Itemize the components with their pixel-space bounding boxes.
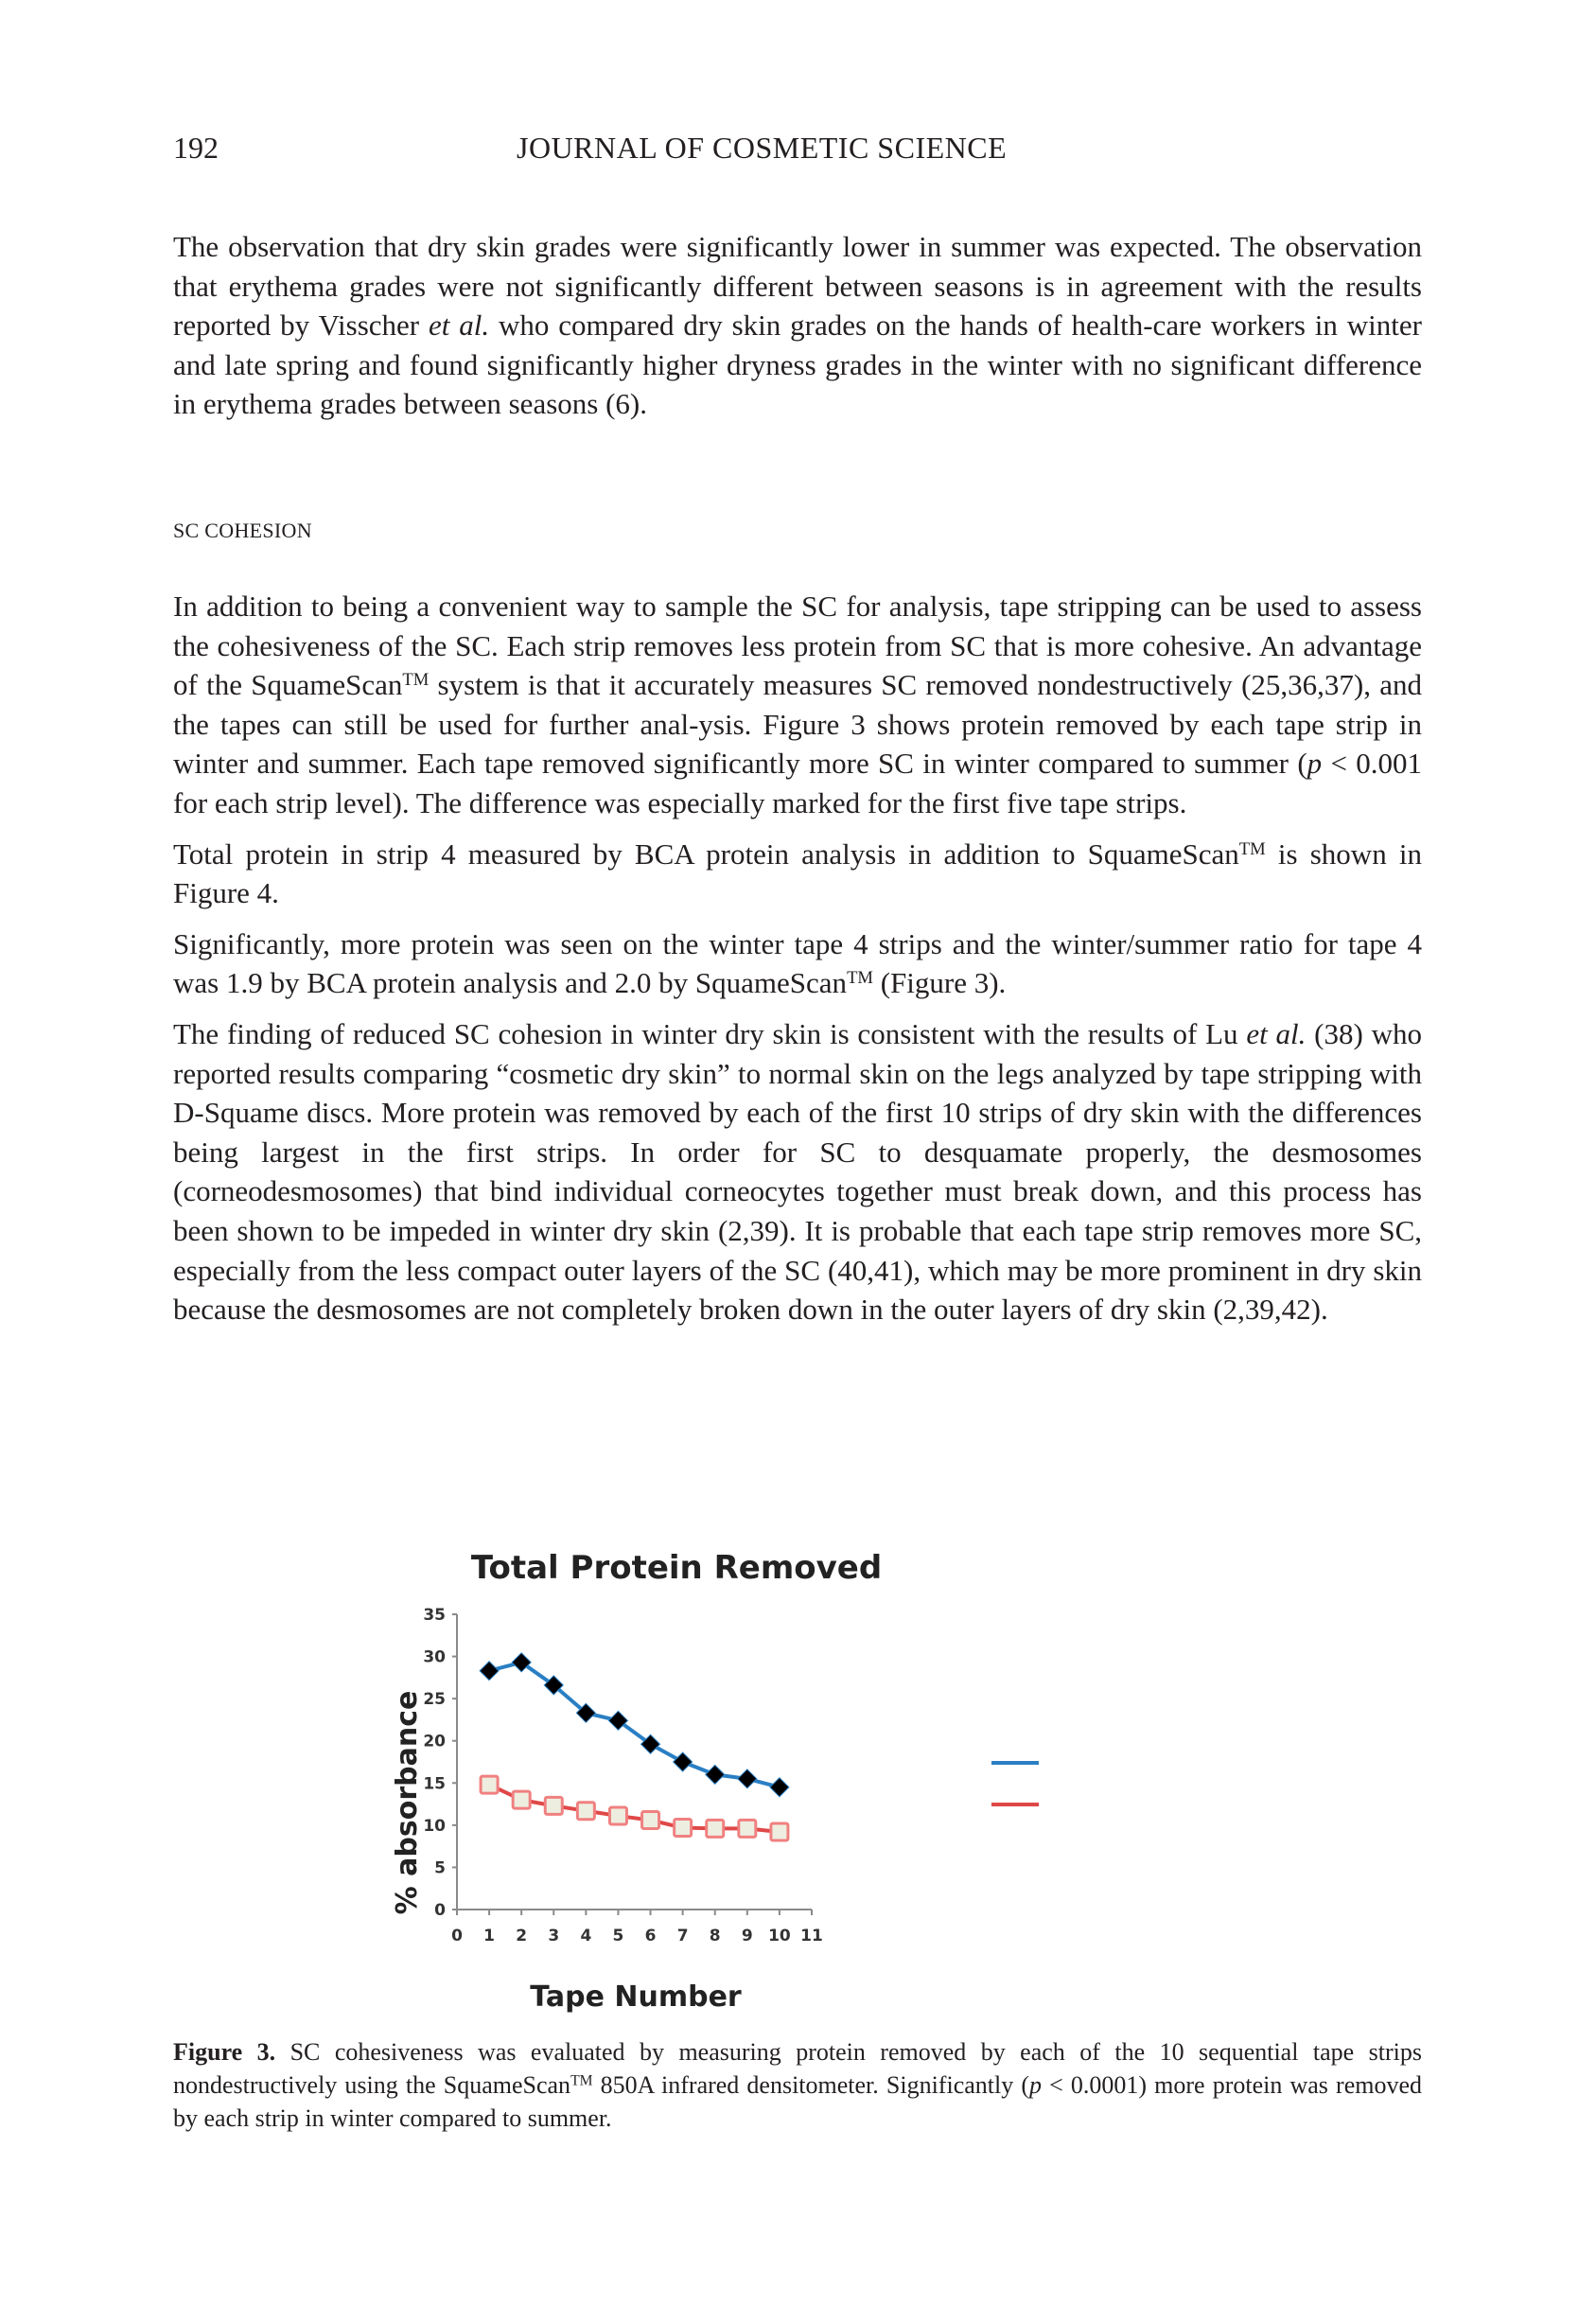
- series-layer: [480, 1653, 789, 1840]
- y-tick-label: 35: [423, 1606, 446, 1625]
- x-tick-label: 4: [580, 1927, 592, 1945]
- italic-run: et al.: [428, 308, 490, 343]
- x-tick-label: 8: [709, 1927, 721, 1945]
- chart-title: Total Protein Removed: [470, 1552, 883, 1587]
- data-point-diamond: [738, 1769, 757, 1788]
- x-tick-label: 7: [676, 1927, 689, 1945]
- paragraph-2: [173, 835, 1422, 913]
- data-point-square: [481, 1776, 498, 1793]
- summer-line: [489, 1785, 780, 1832]
- data-point-diamond: [674, 1752, 693, 1771]
- y-tick-label: 5: [434, 1858, 446, 1878]
- y-tick-label: 15: [423, 1774, 446, 1794]
- text-run: 850A infrared densitometer. Significantly (: [592, 2071, 1029, 2099]
- page-number: 192: [173, 131, 219, 165]
- x-tick-label: 1: [483, 1927, 496, 1945]
- x-tick-label: 3: [548, 1927, 560, 1945]
- data-point-square: [707, 1820, 724, 1837]
- text-run: (38) who reported results comparing “cosmetic dry skin” to normal skin on the legs analyzed by tape stripping with D-Squame discs. More protein was removed by each of the first 10 strips of dry skin with the differences being largest in the first strips. In order for SC to desquamate properly, the desmosomes (corneodesmosomes) that bind individual corneocytes together must break down, and this process has been shown to be impeded in winter dry skin (2,39). It is probable that each tape strip removes more SC, especially from the less compact outer layers of the SC (40,41), which may be more prominent in dry skin because the desmosomes are not completely broken down in the outer layers of dry skin (2,39,42).: [173, 1016, 1422, 1327]
- trademark: TM: [1238, 838, 1266, 859]
- intro-paragraph: [173, 227, 1422, 424]
- x-tick-label: 5: [612, 1927, 624, 1945]
- paragraph-4: [173, 1014, 1422, 1329]
- legend: [991, 1763, 1039, 1804]
- data-point-square: [545, 1797, 562, 1814]
- intro-paragraph-block: [173, 227, 1422, 435]
- x-tick-label: 6: [644, 1927, 657, 1945]
- journal-title: JOURNAL OF COSMETIC SCIENCE: [517, 131, 1008, 165]
- trademark: TM: [570, 2072, 593, 2089]
- text-run: system is that it accurately measures SC removed nondestructively (25,36,37), and the tapes can still be used for further anal-ysis. Figure 3 shows protein removed by each tape strip in winter and summer. Each tape removed significantly more SC in winter compared to summer (: [173, 668, 1422, 781]
- data-point-square: [577, 1803, 594, 1820]
- x-axis-label: Tape Number: [530, 1980, 742, 2014]
- data-point-square: [609, 1807, 626, 1824]
- y-tick-label: 30: [423, 1647, 446, 1667]
- text-run: The finding of reduced SC cohesion in winter dry skin is consistent with the results of Lu: [173, 1016, 1247, 1050]
- figure-caption: [173, 2035, 1422, 2135]
- italic-run: p: [1029, 2071, 1042, 2099]
- data-point-diamond: [480, 1662, 499, 1681]
- section-heading: SC COHESION: [173, 519, 312, 542]
- x-tick-label: 2: [516, 1927, 528, 1945]
- data-point-square: [642, 1812, 659, 1829]
- data-point-square: [675, 1820, 692, 1837]
- data-point-square: [513, 1791, 530, 1808]
- figure-label: Figure 3.: [173, 2038, 276, 2066]
- text-run: SC cohesiveness was evaluated by measuring protein removed by each of the 10 sequential tape strips nondestructively using the SquameScan: [173, 2038, 1422, 2099]
- text-run: Significantly, more protein was seen on the winter tape 4 strips and the winter/summer ratio for tape 4 was 1.9 by BCA protein analysis and 2.0 by SquameScan: [173, 926, 1422, 1000]
- data-point-square: [739, 1820, 756, 1837]
- data-point-diamond: [770, 1778, 789, 1797]
- trademark: TM: [402, 669, 430, 690]
- text-run: The observation that dry skin grades were significantly lower in summer was expected. The observation that erythema grades were not significantly different between seasons is in agreement with the results reported by Visscher: [173, 230, 1422, 343]
- paragraph-1: [173, 587, 1422, 823]
- text-run: < 0.0001) more protein was removed by each strip in winter compared to summer.: [173, 2071, 1422, 2132]
- figure-3-chart: [378, 1552, 1041, 2025]
- series-winter: [480, 1653, 789, 1797]
- italic-run: et al.: [1246, 1016, 1307, 1050]
- data-point-diamond: [706, 1765, 725, 1784]
- data-point-square: [771, 1823, 788, 1840]
- text-run: (Figure 3).: [872, 966, 1007, 1000]
- x-tick-label: 0: [451, 1927, 463, 1945]
- paragraph-3: [173, 924, 1422, 1003]
- y-tick-label: 0: [434, 1901, 446, 1920]
- y-tick-label: 20: [423, 1732, 446, 1752]
- y-tick-label: 10: [423, 1816, 446, 1836]
- x-tick-label: 9: [741, 1927, 753, 1945]
- winter-line: [489, 1663, 780, 1787]
- text-run: who compared dry skin grades on the hands of health-care workers in winter and late spring and found significantly higher dryness grades in the winter with no significant difference in erythema grades between seasons (6).: [173, 308, 1422, 421]
- text-run: is shown in Figure 4.: [173, 836, 1422, 910]
- x-tick-label: 11: [800, 1927, 823, 1945]
- series-summer: [481, 1776, 788, 1840]
- y-tick-label: 25: [423, 1690, 446, 1710]
- page-header: [173, 131, 1422, 168]
- text-run: Total protein in strip 4 measured by BCA protein analysis in addition to SquameScan: [173, 836, 1239, 871]
- italic-run: p: [1307, 747, 1323, 781]
- text-run: < 0.001 for each strip level). The difference was especially marked for the first five tape strips.: [173, 747, 1422, 819]
- x-tick-label: 10: [768, 1927, 791, 1945]
- y-axis-label: % absorbance: [391, 1690, 424, 1915]
- section-body: [173, 587, 1422, 1341]
- text-run: In addition to being a convenient way to sample the SC for analysis, tape stripping can be used to assess the cohesiveness of the SC. Each strip removes less protein from SC that is more cohesive. An advantage of the SquameScan: [173, 590, 1422, 702]
- chart-svg: [378, 1552, 1041, 2025]
- trademark: TM: [847, 968, 873, 989]
